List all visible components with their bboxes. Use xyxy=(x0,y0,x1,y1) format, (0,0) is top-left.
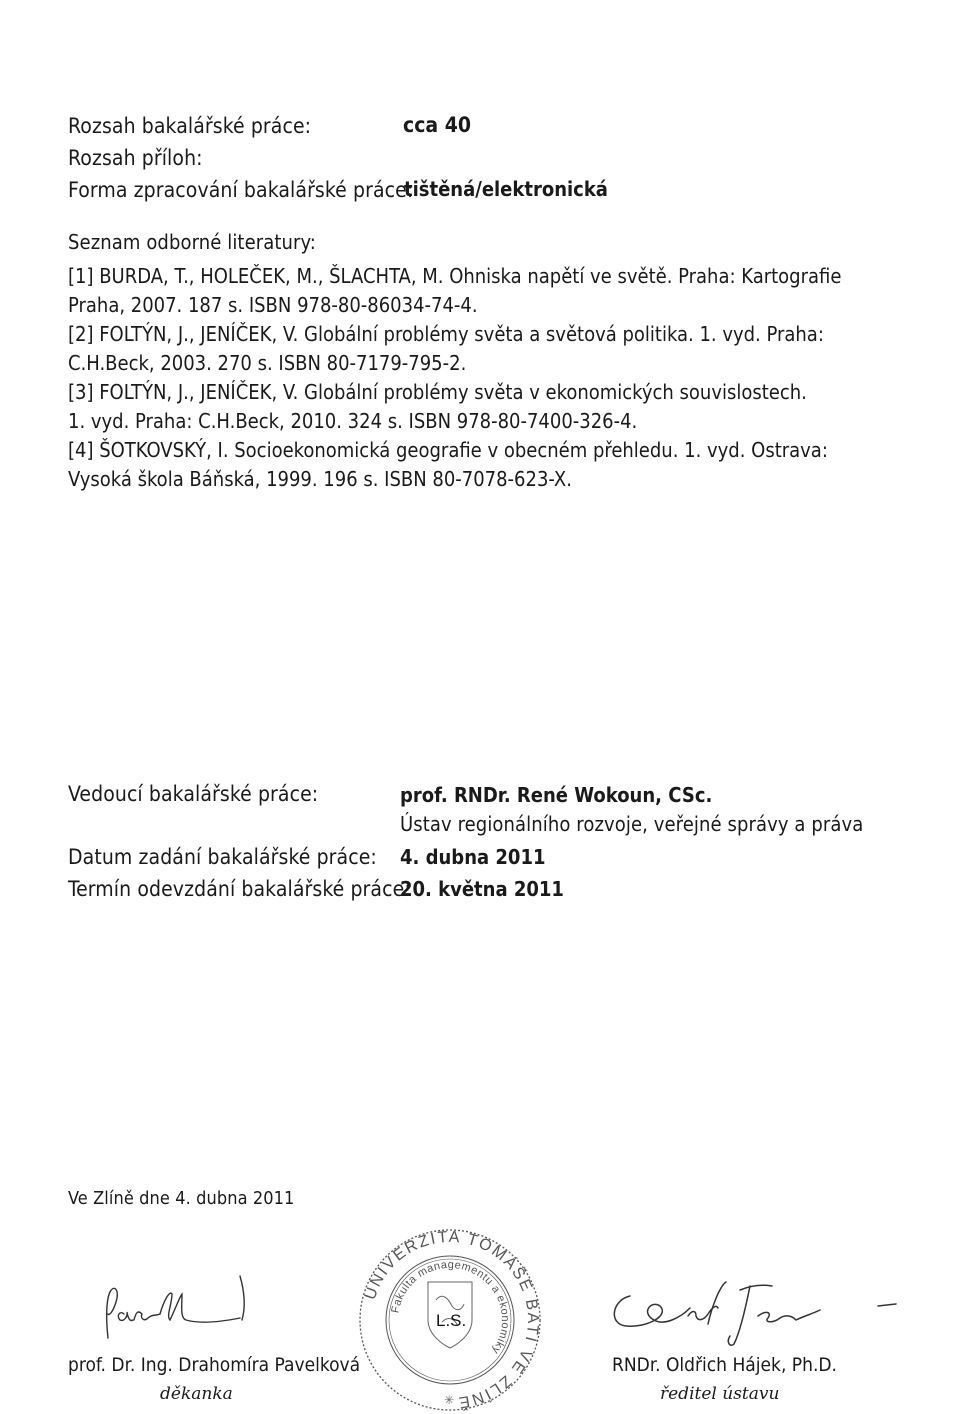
due-date-label: Termín odevzdání bakalářské práce: xyxy=(68,877,411,901)
literature-line: C.H.Beck, 2003. 270 s. ISBN 80-7179-795-2. xyxy=(68,351,467,375)
svg-text:UNIVERZITA TOMÁŠE BATI VE ZLÍN: UNIVERZITA TOMÁŠE BATI VE ZLÍNĚ xyxy=(361,1228,542,1411)
forma-label: Forma zpracování bakalářské práce: xyxy=(68,178,414,202)
rozsah-prace-value: cca 40 xyxy=(403,113,472,137)
supervisor-name: prof. RNDr. René Wokoun, CSc. xyxy=(400,783,713,807)
literature-line: [2] FOLTÝN, J., JENÍČEK, V. Globální problémy světa a světová politika. 1. vyd. Praha: xyxy=(68,322,824,346)
literature-list xyxy=(68,262,841,494)
rozsah-prace-label: Rozsah bakalářské práce: xyxy=(68,114,312,138)
rozsah-priloh-label: Rozsah příloh: xyxy=(68,146,203,170)
assigned-date-value: 4. dubna 2011 xyxy=(400,845,546,869)
signature-right-name: RNDr. Oldřich Hájek, Ph.D. xyxy=(612,1354,837,1376)
university-stamp xyxy=(356,1226,544,1414)
due-date-value: 20. května 2011 xyxy=(400,877,564,901)
svg-text:Fakulta managementu a ekonomik: Fakulta managementu a ekonomiky xyxy=(389,1258,512,1357)
stamp-ls: L.S. xyxy=(436,1311,467,1330)
signature-right-role: ředitel ústavu xyxy=(660,1384,780,1404)
forma-value: tištěná/elektronická xyxy=(404,177,608,201)
signature-right xyxy=(600,1276,900,1356)
literature-line: 1. vyd. Praha: C.H.Beck, 2010. 324 s. ISBN 978-80-7400-326-4. xyxy=(68,409,638,433)
place-date: Ve Zlíně dne 4. dubna 2011 xyxy=(68,1188,295,1209)
supervisor-label: Vedoucí bakalářské práce: xyxy=(68,782,319,806)
supervisor-institute: Ústav regionálního rozvoje, veřejné správy a práva xyxy=(400,812,864,836)
literature-line: Vysoká škola Báňská, 1999. 196 s. ISBN 80-7078-623-X. xyxy=(68,467,572,491)
signature-left-role: děkanka xyxy=(160,1384,233,1404)
literature-line: Praha, 2007. 187 s. ISBN 978-80-86034-74-4. xyxy=(68,293,478,317)
literature-line: [3] FOLTÝN, J., JENÍČEK, V. Globální problémy světa v ekonomických souvislostech. xyxy=(68,380,807,404)
svg-text:✳: ✳ xyxy=(444,1393,455,1407)
assigned-date-label: Datum zadání bakalářské práce: xyxy=(68,845,377,869)
literature-heading: Seznam odborné literatury: xyxy=(68,230,316,254)
literature-line: [4] ŠOTKOVSKÝ, I. Socioekonomická geografie v obecném přehledu. 1. vyd. Ostrava: xyxy=(68,438,828,462)
signature-left xyxy=(100,1270,260,1350)
literature-line: [1] BURDA, T., HOLEČEK, M., ŠLACHTA, M. Ohniska napětí ve světě. Praha: Kartografie xyxy=(68,264,842,288)
signature-left-name: prof. Dr. Ing. Drahomíra Pavelková xyxy=(68,1354,361,1376)
